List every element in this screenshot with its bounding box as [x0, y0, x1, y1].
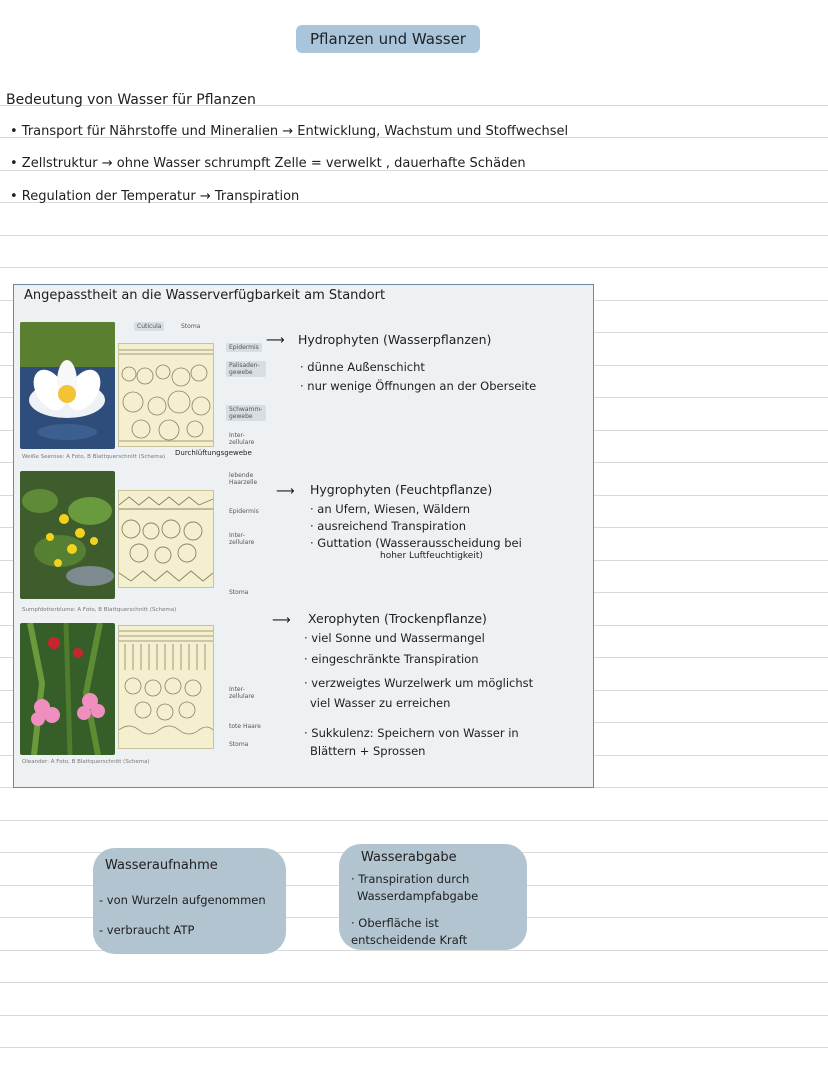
- section-heading: Bedeutung von Wasser für Pflanzen: [6, 92, 256, 108]
- xerophyten-note-5: · Sukkulenz: Speichern von Wasser in: [304, 726, 519, 740]
- tag-tote-haare: tote Haare: [229, 723, 261, 730]
- arrow-icon: ⟶: [276, 484, 295, 499]
- tag-haarzelle: lebende Haarzelle: [229, 472, 258, 486]
- wasseraufnahme-box: [93, 848, 286, 954]
- marsh-marigold-schema: [118, 490, 214, 588]
- marsh-marigold-photo: [20, 471, 115, 599]
- xerophyten-note-3: · verzweigtes Wurzelwerk um möglichst: [304, 676, 534, 690]
- arrow-icon: ⟶: [266, 333, 285, 348]
- xerophyten-note-4: viel Wasser zu erreichen: [310, 696, 451, 710]
- bullet-transport: • Transport für Nährstoffe und Mineralien → Entwicklung, Wachstum und Stoffwechsel: [10, 124, 569, 139]
- oleander-schema: [118, 625, 214, 749]
- wasserabgabe-item-2: Wasserdampfabgabe: [357, 889, 479, 903]
- tag-interzellulare: Inter-zellulare: [229, 432, 255, 446]
- xerophyten-note-1: · viel Sonne und Wassermangel: [304, 631, 485, 645]
- wasserabgabe-item-3: · Oberfläche ist: [351, 916, 439, 930]
- caption-marsh-marigold: Sumpfdotterblume: A Foto, B Blattquerschnitt (Schema): [22, 607, 177, 613]
- caption-oleander: Oleander: A Foto, B Blattquerschnitt (Schema): [22, 759, 150, 765]
- hygrophyten-note-2: · ausreichend Transpiration: [310, 519, 467, 533]
- tag-palisaden: Palisaden-gewebe: [226, 361, 266, 377]
- caption-water-lily: Weiße Seerose: A Foto, B Blattquerschnitt (Schema): [22, 454, 166, 460]
- page-title: Pflanzen und Wasser: [296, 25, 480, 53]
- hygrophyten-note-1: · an Ufern, Wiesen, Wäldern: [310, 502, 471, 516]
- water-lily-photo: [20, 322, 115, 449]
- wasserabgabe-title: Wasserabgabe: [361, 850, 457, 865]
- oleander-photo: [20, 623, 115, 755]
- wasseraufnahme-item-1: - von Wurzeln aufgenommen: [99, 893, 266, 907]
- tag-interzellulare-3: Inter-zellulare: [229, 686, 255, 700]
- xerophyten-heading: Xerophyten (Trockenpflanze): [308, 611, 487, 626]
- hygrophyten-heading: Hygrophyten (Feuchtpflanze): [310, 482, 493, 497]
- tag-interzellulare-2: Inter-zellulare: [229, 532, 255, 546]
- hydrophyten-note-1: · dünne Außenschicht: [300, 360, 425, 374]
- xerophyten-note-6: Blättern + Sprossen: [310, 744, 426, 758]
- bullet-regulation: • Regulation der Temperatur → Transpiration: [10, 189, 300, 204]
- hygrophyten-note-3: · Guttation (Wasserausscheidung bei: [310, 536, 522, 550]
- hygrophyten-note-4: hoher Luftfeuchtigkeit): [380, 551, 483, 561]
- wasserabgabe-box: [339, 844, 527, 950]
- panel-title: Angepasstheit an die Wasserverfügbarkeit am Standort: [24, 288, 386, 303]
- tag-epidermis: Epidermis: [226, 343, 262, 352]
- wasserabgabe-item-1: · Transpiration durch: [351, 872, 470, 886]
- tag-schwamm: Schwamm-gewebe: [226, 405, 266, 421]
- tag-stoma-2: Stoma: [229, 589, 249, 596]
- hydrophyten-heading: Hydrophyten (Wasserpflanzen): [298, 332, 492, 347]
- wasseraufnahme-title: Wasseraufnahme: [105, 858, 218, 873]
- tag-cuticula: Cuticula: [134, 322, 164, 331]
- water-lily-schema: [118, 343, 214, 447]
- tag-stoma: Stoma: [181, 323, 201, 330]
- adaptation-panel: [13, 284, 594, 788]
- xerophyten-note-2: · eingeschränkte Transpiration: [304, 652, 479, 666]
- arrow-icon: ⟶: [272, 613, 291, 628]
- wasserabgabe-item-4: entscheidende Kraft: [351, 933, 468, 947]
- hand-label-durchlueftung: Durchlüftungsgewebe: [175, 449, 252, 457]
- tag-stoma-3: Stoma: [229, 741, 249, 748]
- wasseraufnahme-item-2: - verbraucht ATP: [99, 923, 195, 937]
- tag-epidermis-2: Epidermis: [229, 508, 259, 515]
- bullet-zellstruktur: • Zellstruktur → ohne Wasser schrumpft Zelle = verwelkt , dauerhafte Schäden: [10, 156, 526, 171]
- hydrophyten-note-2: · nur wenige Öffnungen an der Oberseite: [300, 379, 537, 393]
